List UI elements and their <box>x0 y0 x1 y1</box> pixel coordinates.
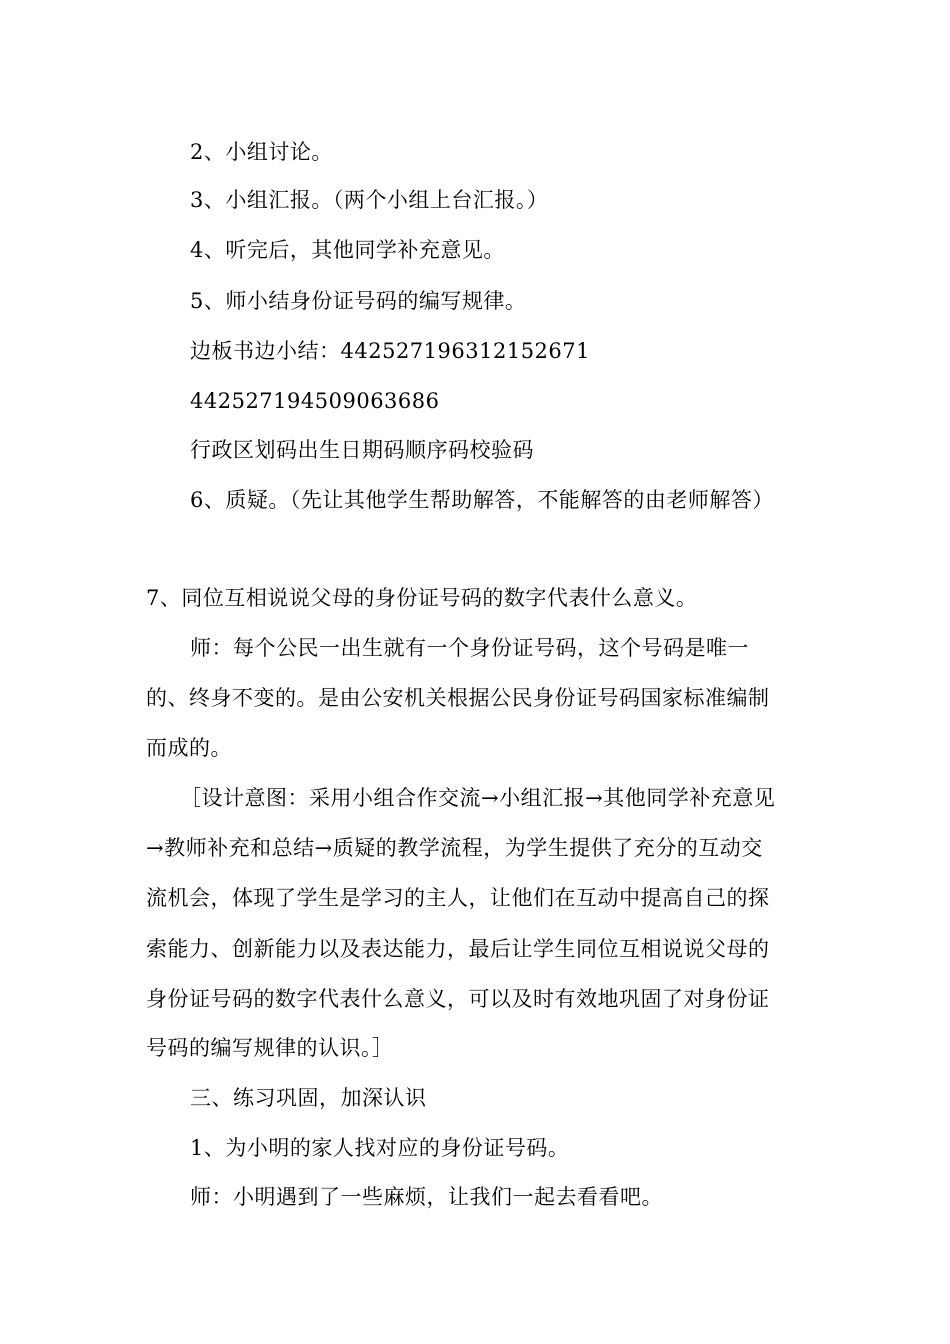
design-intent-line-1: ［设计意图：采用小组合作交流→小组汇报→其他同学补充意见 <box>180 786 776 810</box>
step-6-questions: 6、质疑。（先让其他学生帮助解答，不能解答的由老师解答） <box>190 488 774 512</box>
id-number-example: 442527194509063686 <box>190 389 440 413</box>
step-4-supplement-opinions: 4、听完后，其他同学补充意见。 <box>190 238 505 262</box>
teacher-paragraph-line-2: 的、终身不变的。是由公安机关根据公民身份证号码国家标准编制 <box>146 686 770 710</box>
section-3-heading: 三、练习巩固，加深认识 <box>190 1086 427 1110</box>
teacher-exercise-intro: 师：小明遇到了一些麻烦，让我们一起去看看吧。 <box>190 1185 663 1209</box>
design-intent-line-4: 索能力、创新能力以及表达能力，最后让学生同位互相说说父母的 <box>146 937 770 961</box>
design-intent-line-6: 号码的编写规律的认识。］ <box>146 1036 394 1060</box>
teacher-paragraph-line-3: 而成的。 <box>146 736 232 760</box>
design-intent-line-5: 身份证号码的数字代表什么意义，可以及时有效地巩固了对身份证 <box>146 987 770 1011</box>
step-5-teacher-summary: 5、师小结身份证号码的编写规律。 <box>190 289 527 313</box>
id-number-parts-label: 行政区划码出生日期码顺序码校验码 <box>190 438 534 462</box>
design-intent-line-2: →教师补充和总结→质疑的教学流程，为学生提供了充分的互动交 <box>146 836 763 860</box>
step-2-group-discussion: 2、小组讨论。 <box>190 140 333 164</box>
teacher-paragraph-line-1: 师：每个公民一出生就有一个身份证号码，这个号码是唯一 <box>190 636 749 660</box>
exercise-1-prompt: 1、为小明的家人找对应的身份证号码。 <box>190 1136 570 1160</box>
step-3-group-report: 3、小组汇报。（两个小组上台汇报。） <box>190 188 549 212</box>
blackboard-summary-line: 边板书边小结：442527196312152671 <box>190 339 590 363</box>
step-7-peer-discussion: 7、同位互相说说父母的身份证号码的数字代表什么意义。 <box>146 586 698 610</box>
design-intent-line-3: 流机会，体现了学生是学习的主人，让他们在互动中提高自己的探 <box>146 886 770 910</box>
